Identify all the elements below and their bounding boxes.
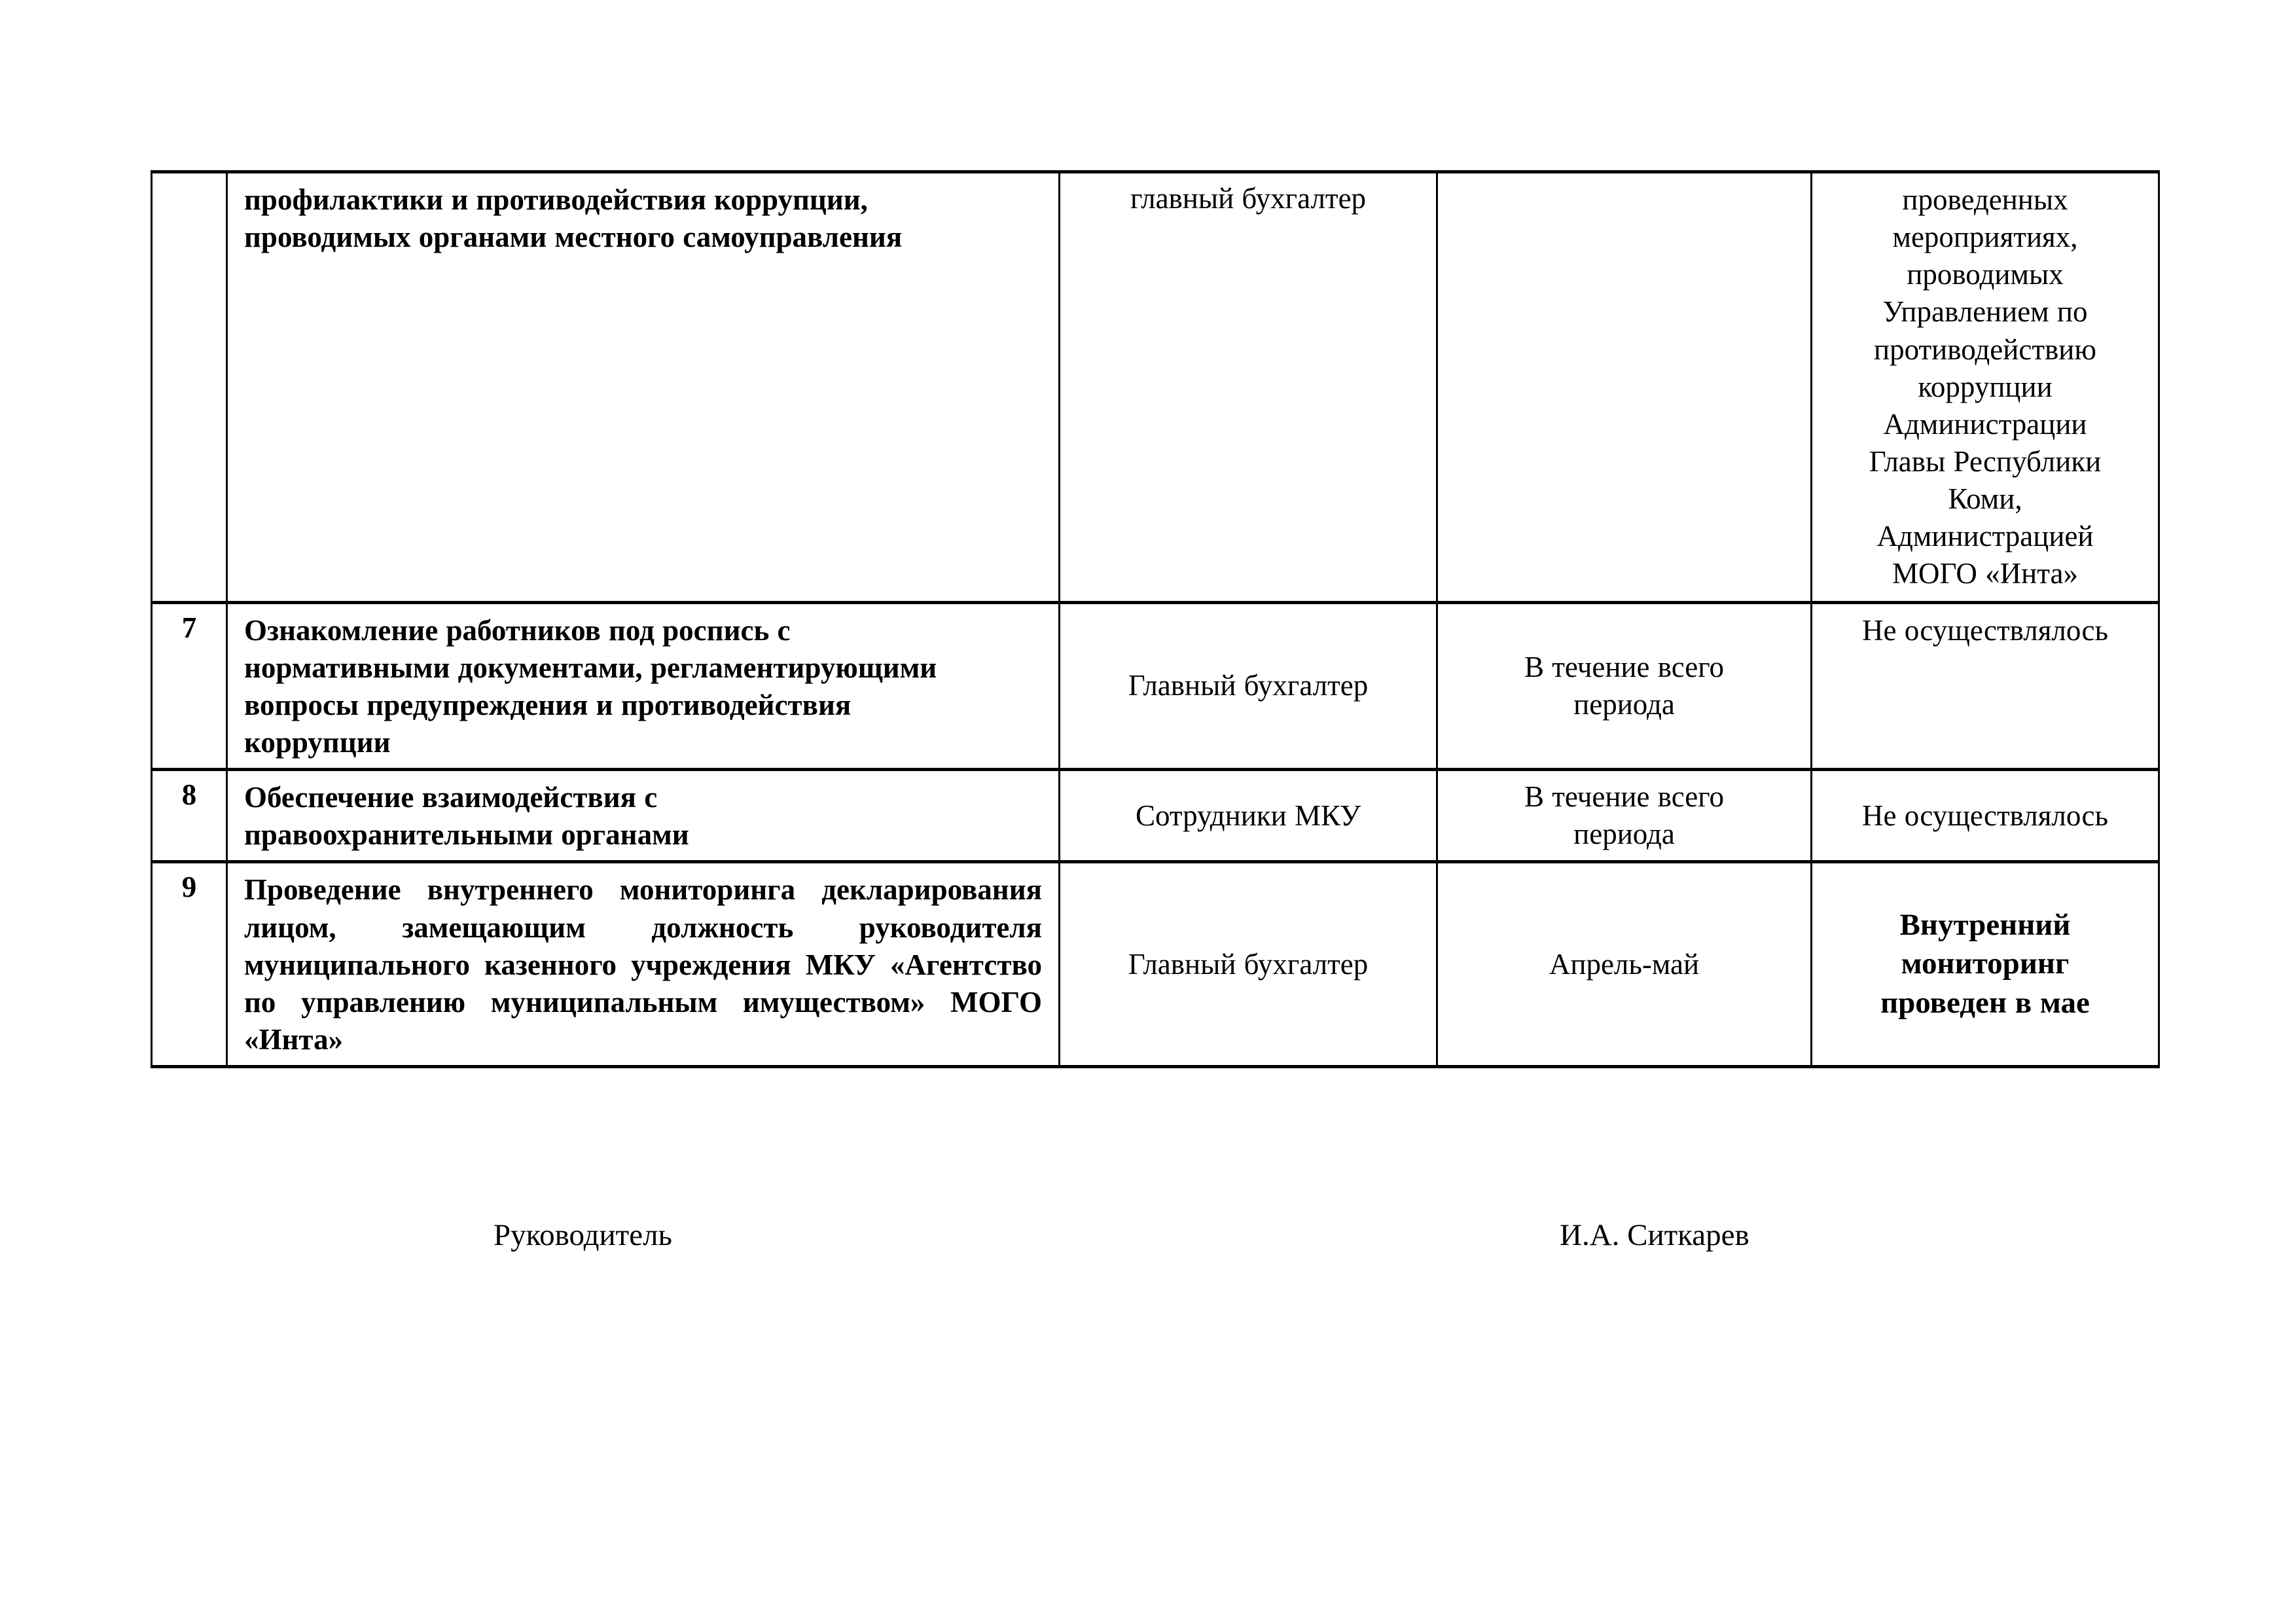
cell-responsible: Главный бухгалтер	[1060, 862, 1437, 1067]
table-row-8	[152, 770, 2159, 862]
cell-row-number: 7	[152, 602, 227, 770]
cell-responsible: главный бухгалтер	[1060, 172, 1437, 603]
cell-activity: Проведение внутреннего мониторинга декларирования лицом, замещающим должность руководителя муниципального казенного учреждения МКУ «Агентство по управлению муниципальным имуществом» МОГО «Инта»	[227, 862, 1060, 1067]
cell-row-number: 8	[152, 770, 227, 862]
cell-responsible: Сотрудники МКУ	[1060, 770, 1437, 862]
cell-result: Внутренний мониторинг проведен в мае	[1812, 862, 2159, 1067]
cell-result: Не осуществлялось	[1812, 602, 2159, 770]
cell-activity: Обеспечение взаимодействия с правоохранительными органами	[227, 770, 1060, 862]
activities-table	[151, 170, 2160, 1068]
cell-row-number: 9	[152, 862, 227, 1067]
cell-result: проведенных мероприятиях, проводимых Управлением по противодействию коррупции Администрации Главы Республики Коми, Администрацией МОГО «Инта»	[1812, 172, 2159, 603]
cell-period: В течение всего периода	[1437, 770, 1812, 862]
cell-period: Апрель-май	[1437, 862, 1812, 1067]
table-row-7	[152, 602, 2159, 770]
table-row-continued	[152, 172, 2159, 603]
cell-period	[1437, 172, 1812, 603]
cell-activity: профилактики и противодействия коррупции, проводимых органами местного самоуправления	[227, 172, 1060, 603]
signature-role-label: Руководитель	[493, 1218, 672, 1252]
cell-responsible: Главный бухгалтер	[1060, 602, 1437, 770]
signature-name-label: И.А. Ситкарев	[1560, 1218, 1749, 1252]
table-row-9	[152, 862, 2159, 1067]
cell-result: Не осуществлялось	[1812, 770, 2159, 862]
cell-period: В течение всего периода	[1437, 602, 1812, 770]
cell-activity: Ознакомление работников под роспись с нормативными документами, регламентирующими вопросы предупреждения и противодействия коррупции	[227, 602, 1060, 770]
cell-row-number	[152, 172, 227, 603]
